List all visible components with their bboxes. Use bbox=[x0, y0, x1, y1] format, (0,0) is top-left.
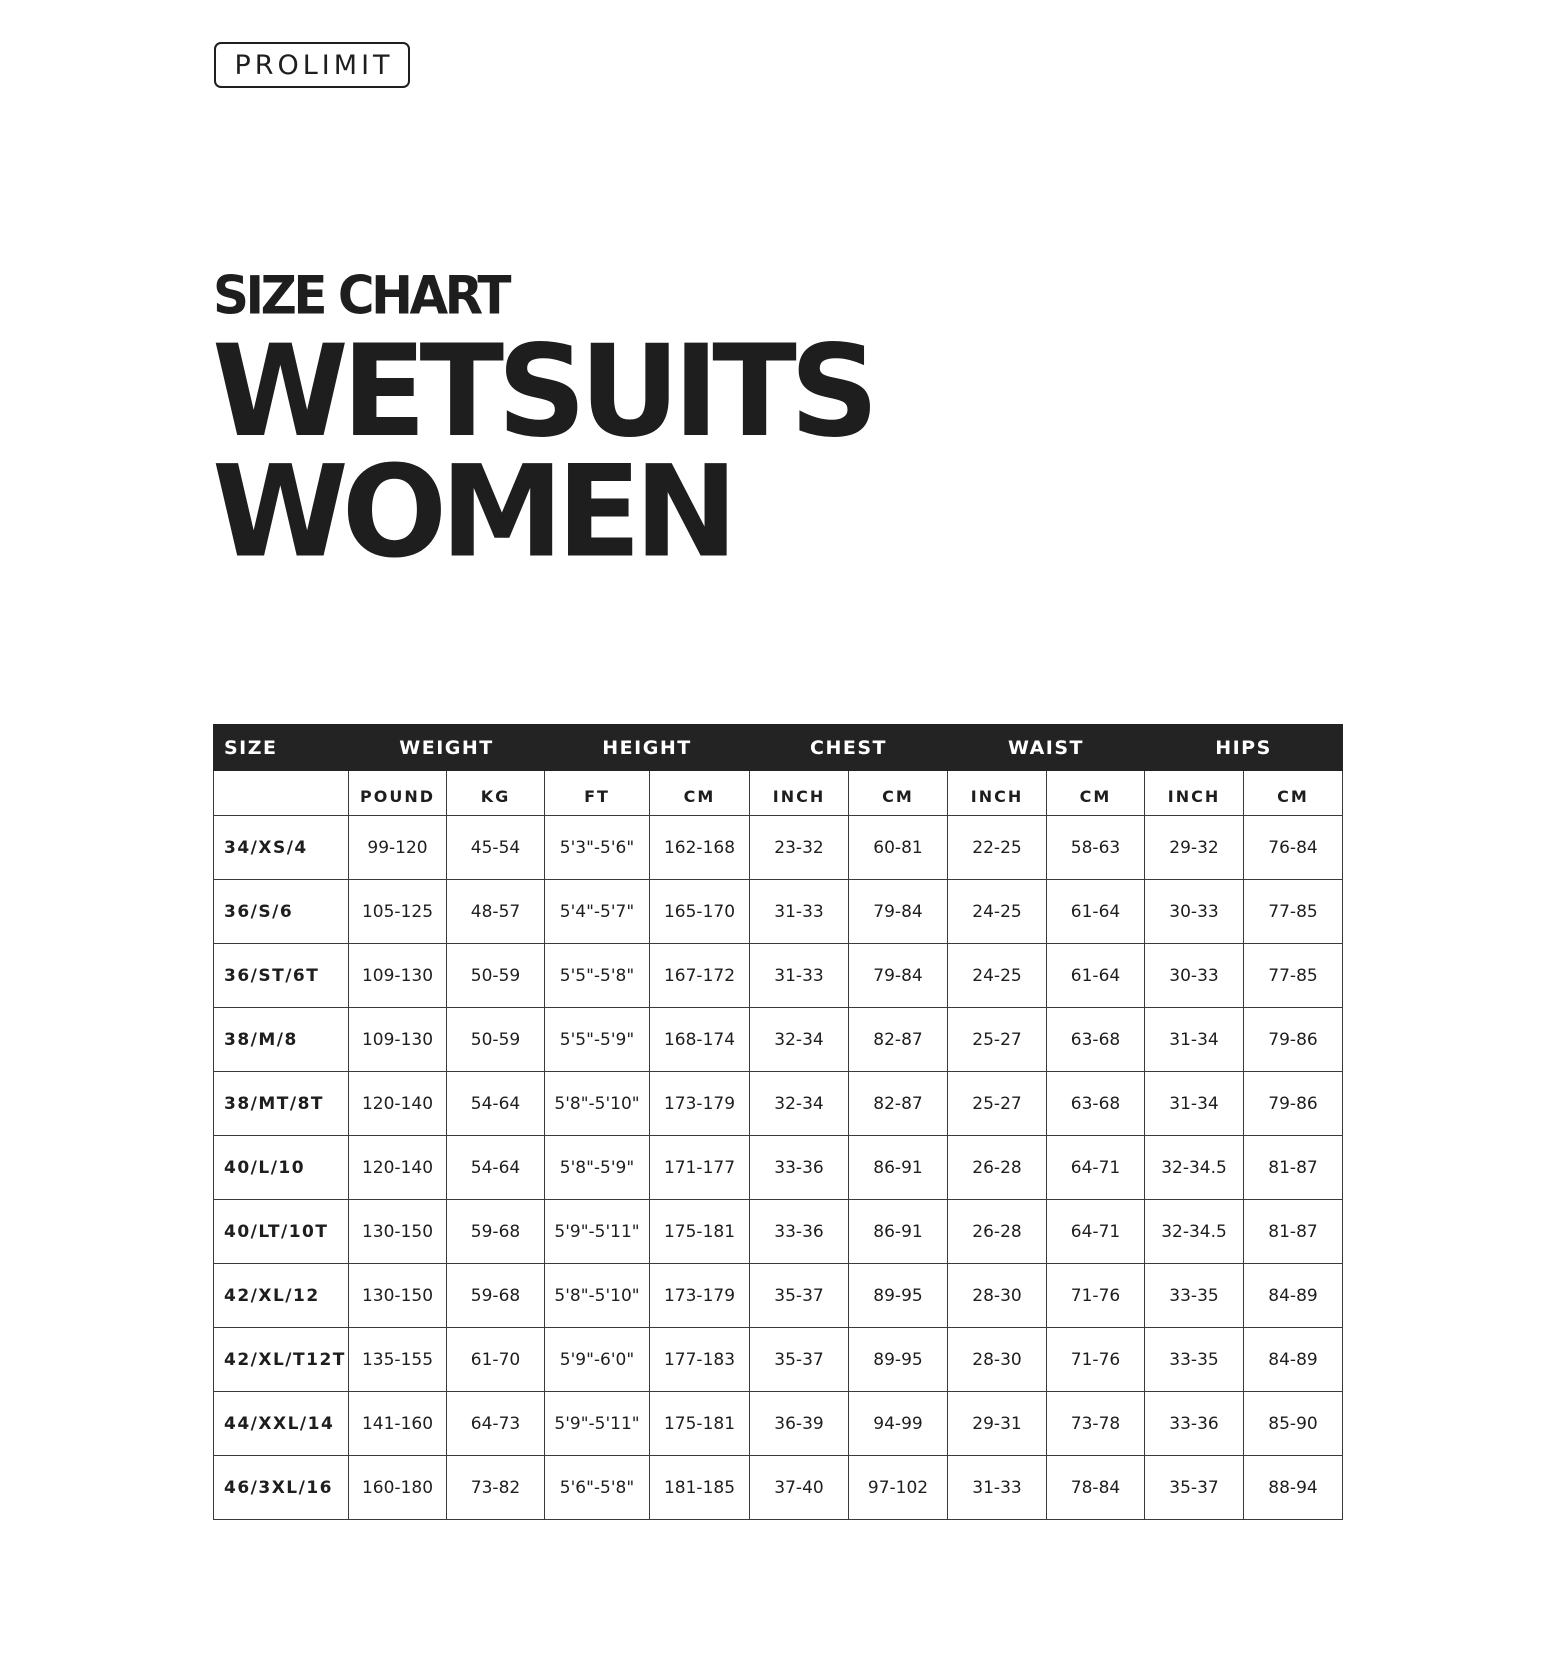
table-cell: 33-36 bbox=[750, 1136, 849, 1200]
table-cell: 26-28 bbox=[948, 1200, 1047, 1264]
table-cell: 86-91 bbox=[849, 1200, 948, 1264]
table-cell: 25-27 bbox=[948, 1008, 1047, 1072]
table-cell: 31-33 bbox=[948, 1456, 1047, 1520]
table-row bbox=[214, 816, 1343, 880]
table-cell: 173-179 bbox=[650, 1264, 750, 1328]
table-cell: 73-78 bbox=[1047, 1392, 1145, 1456]
table-cell: 71-76 bbox=[1047, 1328, 1145, 1392]
table-cell: 168-174 bbox=[650, 1008, 750, 1072]
table-row bbox=[214, 1328, 1343, 1392]
table-cell: 94-99 bbox=[849, 1392, 948, 1456]
size-cell: 38/M/8 bbox=[214, 1008, 349, 1072]
unit-header: FT bbox=[545, 771, 650, 816]
table-cell: 5'5"-5'8" bbox=[545, 944, 650, 1008]
group-header-row bbox=[214, 725, 1343, 771]
table-cell: 77-85 bbox=[1244, 880, 1343, 944]
table-cell: 89-95 bbox=[849, 1328, 948, 1392]
table-cell: 79-84 bbox=[849, 944, 948, 1008]
table-cell: 141-160 bbox=[349, 1392, 447, 1456]
header-size: SIZE bbox=[214, 725, 349, 771]
table-cell: 61-64 bbox=[1047, 880, 1145, 944]
table-cell: 36-39 bbox=[750, 1392, 849, 1456]
table-cell: 5'9"-5'11" bbox=[545, 1200, 650, 1264]
table-cell: 162-168 bbox=[650, 816, 750, 880]
table-cell: 160-180 bbox=[349, 1456, 447, 1520]
table-cell: 31-34 bbox=[1145, 1008, 1244, 1072]
table-cell: 5'8"-5'10" bbox=[545, 1072, 650, 1136]
table-cell: 50-59 bbox=[447, 944, 545, 1008]
table-cell: 61-70 bbox=[447, 1328, 545, 1392]
unit-header: INCH bbox=[750, 771, 849, 816]
header-height: HEIGHT bbox=[545, 725, 750, 771]
table-cell: 82-87 bbox=[849, 1072, 948, 1136]
unit-header: CM bbox=[1244, 771, 1343, 816]
unit-header-row bbox=[214, 771, 1343, 816]
header-waist: WAIST bbox=[948, 725, 1145, 771]
size-cell: 46/3XL/16 bbox=[214, 1456, 349, 1520]
table-cell: 78-84 bbox=[1047, 1456, 1145, 1520]
table-cell: 165-170 bbox=[650, 880, 750, 944]
size-cell: 34/XS/4 bbox=[214, 816, 349, 880]
table-cell: 63-68 bbox=[1047, 1072, 1145, 1136]
table-cell: 28-30 bbox=[948, 1328, 1047, 1392]
table-cell: 54-64 bbox=[447, 1136, 545, 1200]
table-cell: 64-71 bbox=[1047, 1200, 1145, 1264]
table-cell: 88-94 bbox=[1244, 1456, 1343, 1520]
table-row bbox=[214, 1072, 1343, 1136]
table-row bbox=[214, 1008, 1343, 1072]
table-cell: 177-183 bbox=[650, 1328, 750, 1392]
table-row bbox=[214, 1264, 1343, 1328]
table-cell: 99-120 bbox=[349, 816, 447, 880]
table-cell: 45-54 bbox=[447, 816, 545, 880]
table-cell: 105-125 bbox=[349, 880, 447, 944]
table-cell: 30-33 bbox=[1145, 944, 1244, 1008]
table-cell: 109-130 bbox=[349, 1008, 447, 1072]
table-cell: 81-87 bbox=[1244, 1200, 1343, 1264]
page-subtitle: SIZE CHART bbox=[213, 265, 509, 326]
header-hips: HIPS bbox=[1145, 725, 1343, 771]
table-row bbox=[214, 944, 1343, 1008]
table-cell: 24-25 bbox=[948, 880, 1047, 944]
table-cell: 29-32 bbox=[1145, 816, 1244, 880]
table-cell: 32-34.5 bbox=[1145, 1200, 1244, 1264]
table-cell: 5'9"-6'0" bbox=[545, 1328, 650, 1392]
table-cell: 58-63 bbox=[1047, 816, 1145, 880]
table-cell: 175-181 bbox=[650, 1200, 750, 1264]
table-cell: 5'9"-5'11" bbox=[545, 1392, 650, 1456]
page-title-line-1: WETSUITS bbox=[212, 318, 873, 466]
table-cell: 54-64 bbox=[447, 1072, 545, 1136]
table-cell: 31-33 bbox=[750, 880, 849, 944]
table-cell: 89-95 bbox=[849, 1264, 948, 1328]
size-cell: 40/L/10 bbox=[214, 1136, 349, 1200]
unit-header: INCH bbox=[1145, 771, 1244, 816]
size-cell: 42/XL/T12T bbox=[214, 1328, 349, 1392]
table-cell: 120-140 bbox=[349, 1072, 447, 1136]
table-cell: 82-87 bbox=[849, 1008, 948, 1072]
size-chart-table bbox=[213, 724, 1343, 1520]
table-cell: 63-68 bbox=[1047, 1008, 1145, 1072]
table-cell: 86-91 bbox=[849, 1136, 948, 1200]
size-cell: 40/LT/10T bbox=[214, 1200, 349, 1264]
table-cell: 5'8"-5'10" bbox=[545, 1264, 650, 1328]
table-cell: 60-81 bbox=[849, 816, 948, 880]
size-cell: 36/S/6 bbox=[214, 880, 349, 944]
table-cell: 173-179 bbox=[650, 1072, 750, 1136]
table-cell: 24-25 bbox=[948, 944, 1047, 1008]
table-cell: 37-40 bbox=[750, 1456, 849, 1520]
table-cell: 181-185 bbox=[650, 1456, 750, 1520]
table-cell: 85-90 bbox=[1244, 1392, 1343, 1456]
table-cell: 64-73 bbox=[447, 1392, 545, 1456]
table-cell: 5'8"-5'9" bbox=[545, 1136, 650, 1200]
table-cell: 130-150 bbox=[349, 1264, 447, 1328]
table-cell: 33-36 bbox=[1145, 1392, 1244, 1456]
table-cell: 109-130 bbox=[349, 944, 447, 1008]
table-cell: 175-181 bbox=[650, 1392, 750, 1456]
table-cell: 81-87 bbox=[1244, 1136, 1343, 1200]
table-cell: 28-30 bbox=[948, 1264, 1047, 1328]
size-cell: 36/ST/6T bbox=[214, 944, 349, 1008]
table-cell: 84-89 bbox=[1244, 1328, 1343, 1392]
table-cell: 29-31 bbox=[948, 1392, 1047, 1456]
table-cell: 30-33 bbox=[1145, 880, 1244, 944]
page-title bbox=[212, 318, 873, 586]
table-cell: 71-76 bbox=[1047, 1264, 1145, 1328]
table-cell: 64-71 bbox=[1047, 1136, 1145, 1200]
unit-header: CM bbox=[849, 771, 948, 816]
table-cell: 35-37 bbox=[750, 1328, 849, 1392]
header-chest: CHEST bbox=[750, 725, 948, 771]
table-cell: 25-27 bbox=[948, 1072, 1047, 1136]
table-cell: 79-86 bbox=[1244, 1072, 1343, 1136]
table-cell: 33-35 bbox=[1145, 1264, 1244, 1328]
table-cell: 59-68 bbox=[447, 1200, 545, 1264]
table-cell: 171-177 bbox=[650, 1136, 750, 1200]
table-cell: 31-34 bbox=[1145, 1072, 1244, 1136]
table-cell: 33-36 bbox=[750, 1200, 849, 1264]
table-cell: 5'4"-5'7" bbox=[545, 880, 650, 944]
table-cell: 135-155 bbox=[349, 1328, 447, 1392]
table-cell: 23-32 bbox=[750, 816, 849, 880]
unit-header: KG bbox=[447, 771, 545, 816]
table-cell: 31-33 bbox=[750, 944, 849, 1008]
table-cell: 76-84 bbox=[1244, 816, 1343, 880]
unit-header bbox=[214, 771, 349, 816]
table-body bbox=[214, 816, 1343, 1520]
table-row bbox=[214, 1392, 1343, 1456]
table-cell: 167-172 bbox=[650, 944, 750, 1008]
size-cell: 38/MT/8T bbox=[214, 1072, 349, 1136]
table-cell: 120-140 bbox=[349, 1136, 447, 1200]
size-cell: 44/XXL/14 bbox=[214, 1392, 349, 1456]
unit-header: CM bbox=[650, 771, 750, 816]
table-cell: 59-68 bbox=[447, 1264, 545, 1328]
unit-header: POUND bbox=[349, 771, 447, 816]
page-title-line-2: WOMEN bbox=[212, 439, 732, 586]
table-cell: 32-34.5 bbox=[1145, 1136, 1244, 1200]
table-cell: 32-34 bbox=[750, 1008, 849, 1072]
table-row bbox=[214, 1200, 1343, 1264]
table-cell: 48-57 bbox=[447, 880, 545, 944]
table-cell: 5'5"-5'9" bbox=[545, 1008, 650, 1072]
size-cell: 42/XL/12 bbox=[214, 1264, 349, 1328]
table-cell: 84-89 bbox=[1244, 1264, 1343, 1328]
table-cell: 73-82 bbox=[447, 1456, 545, 1520]
header-weight: WEIGHT bbox=[349, 725, 545, 771]
logo-text: PROLIMIT bbox=[234, 49, 394, 81]
table-cell: 130-150 bbox=[349, 1200, 447, 1264]
table-cell: 77-85 bbox=[1244, 944, 1343, 1008]
table-cell: 61-64 bbox=[1047, 944, 1145, 1008]
unit-header: CM bbox=[1047, 771, 1145, 816]
table-row bbox=[214, 1136, 1343, 1200]
table-cell: 79-84 bbox=[849, 880, 948, 944]
table-row bbox=[214, 1456, 1343, 1520]
table-cell: 5'3"-5'6" bbox=[545, 816, 650, 880]
table-cell: 97-102 bbox=[849, 1456, 948, 1520]
table-cell: 35-37 bbox=[1145, 1456, 1244, 1520]
table-cell: 5'6"-5'8" bbox=[545, 1456, 650, 1520]
unit-header: INCH bbox=[948, 771, 1047, 816]
table-cell: 33-35 bbox=[1145, 1328, 1244, 1392]
table-cell: 32-34 bbox=[750, 1072, 849, 1136]
table-cell: 26-28 bbox=[948, 1136, 1047, 1200]
table-row bbox=[214, 880, 1343, 944]
table-cell: 50-59 bbox=[447, 1008, 545, 1072]
table-cell: 35-37 bbox=[750, 1264, 849, 1328]
table-cell: 79-86 bbox=[1244, 1008, 1343, 1072]
table-cell: 22-25 bbox=[948, 816, 1047, 880]
prolimit-logo bbox=[214, 42, 410, 88]
